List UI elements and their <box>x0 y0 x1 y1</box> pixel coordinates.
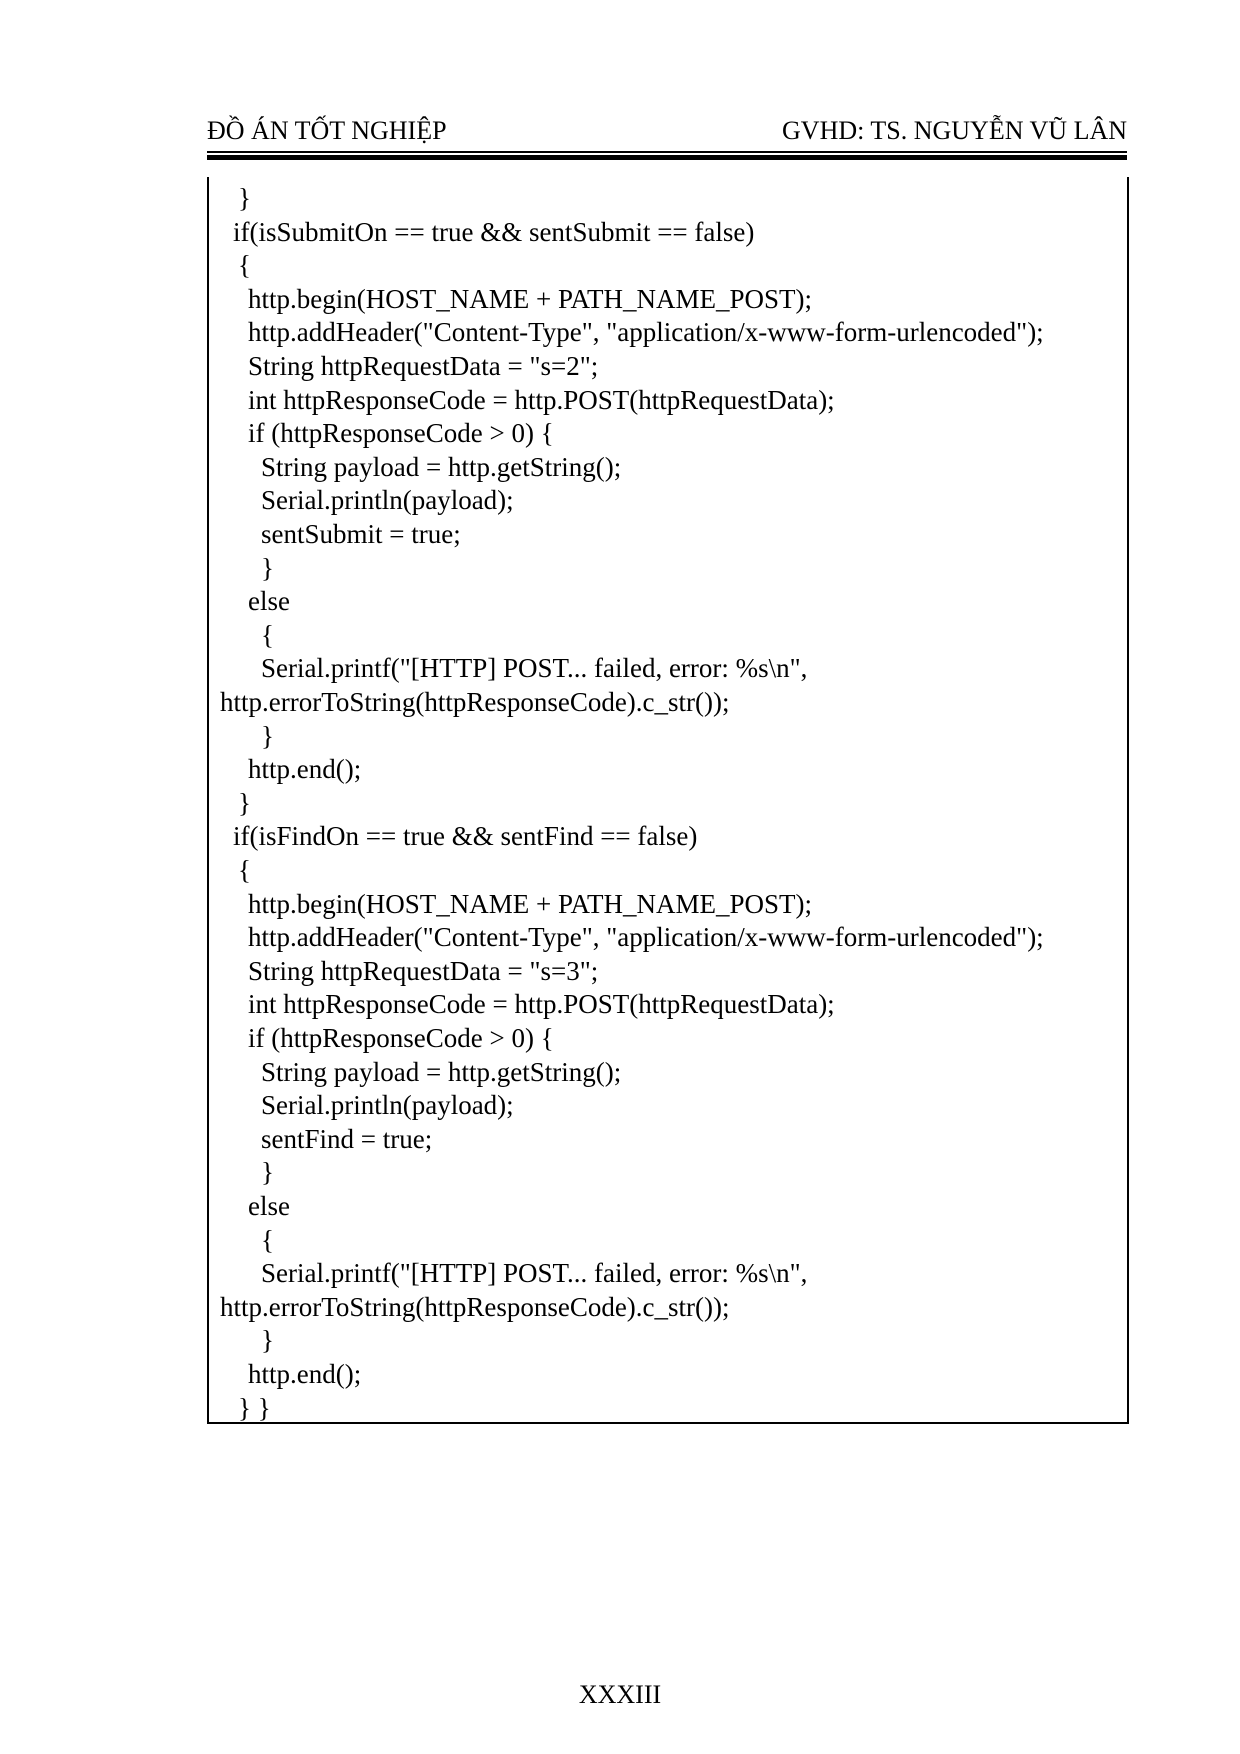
code-line: Serial.printf("[HTTP] POST... failed, error: %s\n", <box>261 653 808 684</box>
code-line: } <box>238 183 251 213</box>
code-line: if(isSubmitOn == true && sentSubmit == false) <box>233 216 755 247</box>
code-line: else <box>248 1191 290 1221</box>
code-line: int httpResponseCode = http.POST(httpRequestData); <box>248 989 835 1020</box>
code-line: String httpRequestData = "s=2"; <box>248 351 599 381</box>
page-number: XXXIII <box>578 1680 662 1709</box>
code-line: } <box>261 1157 274 1188</box>
code-line: Serial.println(payload); <box>261 485 514 516</box>
code-line: { <box>238 250 251 281</box>
code-line: String httpRequestData = "s=3"; <box>248 955 599 986</box>
code-line: http.end(); <box>248 1359 362 1389</box>
code-line: http.begin(HOST_NAME + PATH_NAME_POST); <box>248 283 813 314</box>
code-line: if(isFindOn == true && sentFind == false) <box>233 821 698 852</box>
code-line: } <box>261 720 274 751</box>
code-line: String payload = http.getString(); <box>261 451 622 482</box>
header-rule-thick <box>207 155 1127 160</box>
code-line: { <box>261 619 274 650</box>
code-line: } } <box>238 1392 271 1423</box>
code-line: http.errorToString(httpResponseCode).c_str()); <box>220 687 730 717</box>
code-line: { <box>238 855 251 885</box>
code-line: http.begin(HOST_NAME + PATH_NAME_POST); <box>248 888 813 919</box>
code-line: http.addHeader("Content-Type", "application/x-www-form-urlencoded"); <box>248 317 1044 348</box>
header-rule-thin <box>207 151 1127 153</box>
code-line: } <box>261 552 274 583</box>
code-line: http.end(); <box>248 754 362 785</box>
code-line: } <box>261 1325 274 1356</box>
code-line: else <box>248 586 290 617</box>
code-line: int httpResponseCode = http.POST(httpRequestData); <box>248 384 835 415</box>
code-line: http.errorToString(httpResponseCode).c_str()); <box>220 1291 730 1322</box>
code-line: sentFind = true; <box>261 1123 433 1154</box>
code-line: sentSubmit = true; <box>261 519 461 549</box>
code-line: String payload = http.getString(); <box>261 1056 622 1087</box>
code-listing-box <box>207 177 1129 1424</box>
header-supervisor: GVHD: TS. NGUYỄN VŨ LÂN <box>782 116 1127 145</box>
code-line: http.addHeader("Content-Type", "application/x-www-form-urlencoded"); <box>248 922 1044 953</box>
code-line: if (httpResponseCode > 0) { <box>248 418 554 449</box>
code-line: } <box>238 787 251 818</box>
code-line: Serial.println(payload); <box>261 1090 514 1121</box>
code-line: Serial.printf("[HTTP] POST... failed, error: %s\n", <box>261 1258 808 1289</box>
header-title: ĐỒ ÁN TỐT NGHIỆP <box>207 116 447 145</box>
code-line: { <box>261 1224 274 1255</box>
code-line: if (httpResponseCode > 0) { <box>248 1023 554 1053</box>
